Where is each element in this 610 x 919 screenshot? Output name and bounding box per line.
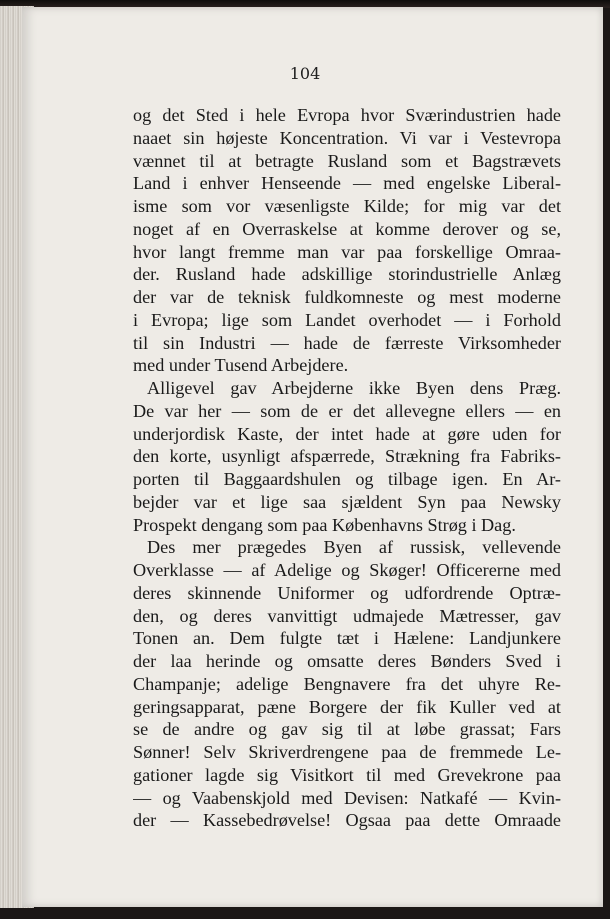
text-line: Prospekt dengang som paa Københavns Strøg i Dag. <box>133 514 516 535</box>
text-line: og det Sted i hele Evropa hvor Sværindustrien hade <box>133 105 561 125</box>
text-line: bejder var et lige saa sjældent Syn paa Newsky <box>133 491 561 512</box>
text-line: i Evropa; lige som Landet overhodet — i Forhold <box>133 309 561 330</box>
text-line: Sønner! Selv Skriverdrengene paa de fremmede Le- <box>133 742 561 762</box>
text-line: deres skinnende Uniformer og udfordrende Optræ- <box>133 582 561 603</box>
text-line: der. Rusland hade adskillige storindustrielle Anlæg <box>133 264 561 285</box>
page-number: 104 <box>289 64 321 83</box>
text-line: den, og deres vanvittigt udmajede Mætresser, gav <box>133 605 561 626</box>
text-line: der var de teknisk fuldkomneste og mest moderne <box>133 287 561 307</box>
text-line: vænnet til at betragte Rusland som et Bagstrævets <box>133 150 561 171</box>
text-line: med under Tusend Arbejdere. <box>133 355 349 376</box>
text-line: Tonen an. Dem fulgte tæt i Hælene: Landjunkere <box>133 628 561 649</box>
text-line: Des mer prægedes Byen af russisk, vellevende <box>147 537 561 558</box>
text-line: der laa herinde og omsatte deres Bønders Sved i <box>133 651 561 671</box>
text-line: noget af en Overraskelse at komme derover og se, <box>133 218 561 239</box>
text-line: Land i enhver Henseende — med engelske Liberal- <box>133 173 561 194</box>
text-line: se de andre og gav sig til at løbe grassat; Fars <box>133 719 561 740</box>
text-line: til sin Industri — hade de færreste Virksomheder <box>133 332 561 353</box>
text-line: den korte, usynligt afspærrede, Strækning fra Fabriks- <box>133 446 561 467</box>
text-line: isme som vor væsenligste Kilde; for mig var det <box>133 196 561 216</box>
text-line: hvor langt fremme man var paa forskellige Omraa- <box>133 241 561 262</box>
text-line: De var her — som de er det allevegne ellers — en <box>133 400 561 421</box>
text-line: underjordisk Kaste, der intet hade at gøre uden for <box>133 423 561 444</box>
text-line: naaet sin højeste Koncentration. Vi var i Vestevropa <box>133 127 561 148</box>
body-text <box>133 104 561 832</box>
text-line: Champanje; adelige Bengnavere fra det uhyre Re- <box>133 673 561 694</box>
text-line: gationer lagde sig Visitkort til med Grevekrone paa <box>133 764 561 785</box>
text-line: Overklasse — af Adelige og Skøger! Officererne med <box>133 560 561 580</box>
text-line: — og Vaabenskjold med Devisen: Natkafé — Kvin- <box>133 787 561 808</box>
text-line: Alligevel gav Arbejderne ikke Byen dens Præg. <box>147 378 561 398</box>
text-line: porten til Baggaardshulen og tilbage igen. En Ar- <box>133 469 561 489</box>
text-line: geringsapparat, pæne Borgere der fik Kuller ved at <box>133 696 561 717</box>
text-line: der — Kassebedrøvelse! Ogsaa paa dette Omraade <box>133 810 561 831</box>
